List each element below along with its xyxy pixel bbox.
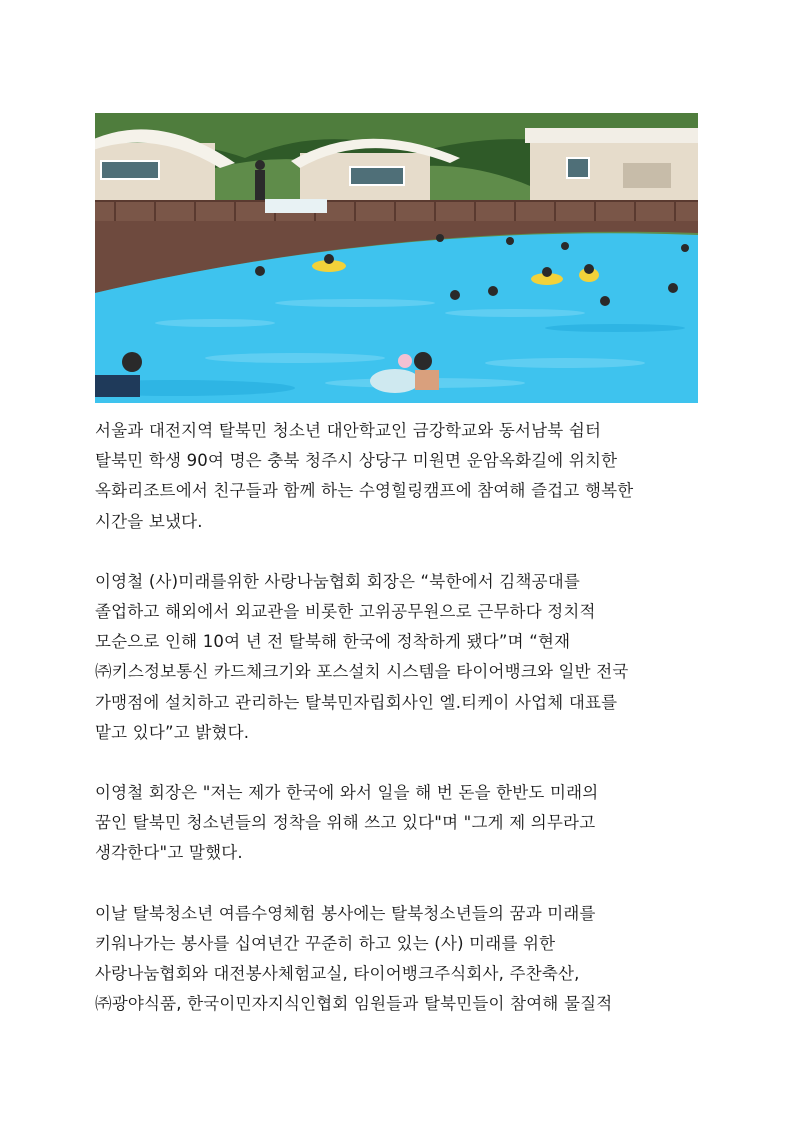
text-line: 이영철 회장은 "저는 제가 한국에 와서 일을 해 번 돈을 한반도 미래의 xyxy=(95,783,599,803)
article-body xyxy=(95,416,700,1019)
text-line: 옥화리조트에서 친구들과 함께 하는 수영힐링캠프에 참여해 즐겁고 행복한 xyxy=(95,481,634,501)
paragraph-gap xyxy=(95,748,700,778)
text-line: 꿈인 탈북민 청소년들의 정착을 위해 쓰고 있다"며 "그게 제 의무라고 xyxy=(95,813,596,833)
text-line: 가맹점에 설치하고 관리하는 탈북민자립회사인 엘.티케이 사업체 대표를 xyxy=(95,692,618,712)
paragraph-gap xyxy=(95,869,700,899)
text-line: 모순으로 인해 10여 년 전 탈북해 한국에 정착하게 됐다”며 “현재 xyxy=(95,632,571,652)
paragraph-2 xyxy=(95,567,700,748)
paragraph-3 xyxy=(95,778,700,869)
text-line: 탈북민 학생 90여 명은 충북 청주시 상당구 미원면 운암옥화길에 위치한 xyxy=(95,451,618,471)
paragraph-gap xyxy=(95,537,700,567)
text-line: 키워나가는 봉사를 십여년간 꾸준히 하고 있는 (사) 미래를 위한 xyxy=(95,933,556,953)
text-line: 맡고 있다”고 밝혔다. xyxy=(95,722,250,742)
text-line: 서울과 대전지역 탈북민 청소년 대안학교인 금강학교와 동서남북 쉼터 xyxy=(95,421,602,440)
pool-photo-illustration xyxy=(95,113,698,403)
text-line: 졸업하고 해외에서 외교관을 비롯한 고위공무원으로 근무하다 정치적 xyxy=(95,602,596,622)
text-line: 생각한다"고 말했다. xyxy=(95,843,243,863)
text-line: 이영철 (사)미래를위한 사랑나눔협회 회장은 “북한에서 김책공대를 xyxy=(95,571,580,591)
paragraph-1 xyxy=(95,416,700,537)
text-line: 시간을 보냈다. xyxy=(95,511,203,531)
article-photo xyxy=(95,113,698,403)
text-line: ㈜키스정보통신 카드체크기와 포스설치 시스템을 타이어뱅크와 일반 전국 xyxy=(95,662,629,682)
deck-railing xyxy=(95,201,698,221)
text-line: ㈜광야식품, 한국이민자지식인협회 임원들과 탈북민들이 참여해 물질적 xyxy=(95,994,613,1014)
text-line: 이날 탈북청소년 여름수영체험 봉사에는 탈북청소년들의 꿈과 미래를 xyxy=(95,903,596,923)
banner xyxy=(265,199,327,213)
text-line: 사랑나눔협회와 대전봉사체험교실, 타이어뱅크주식회사, 주찬축산, xyxy=(95,964,580,984)
cabin-right xyxy=(525,128,698,205)
paragraph-4 xyxy=(95,899,700,1020)
